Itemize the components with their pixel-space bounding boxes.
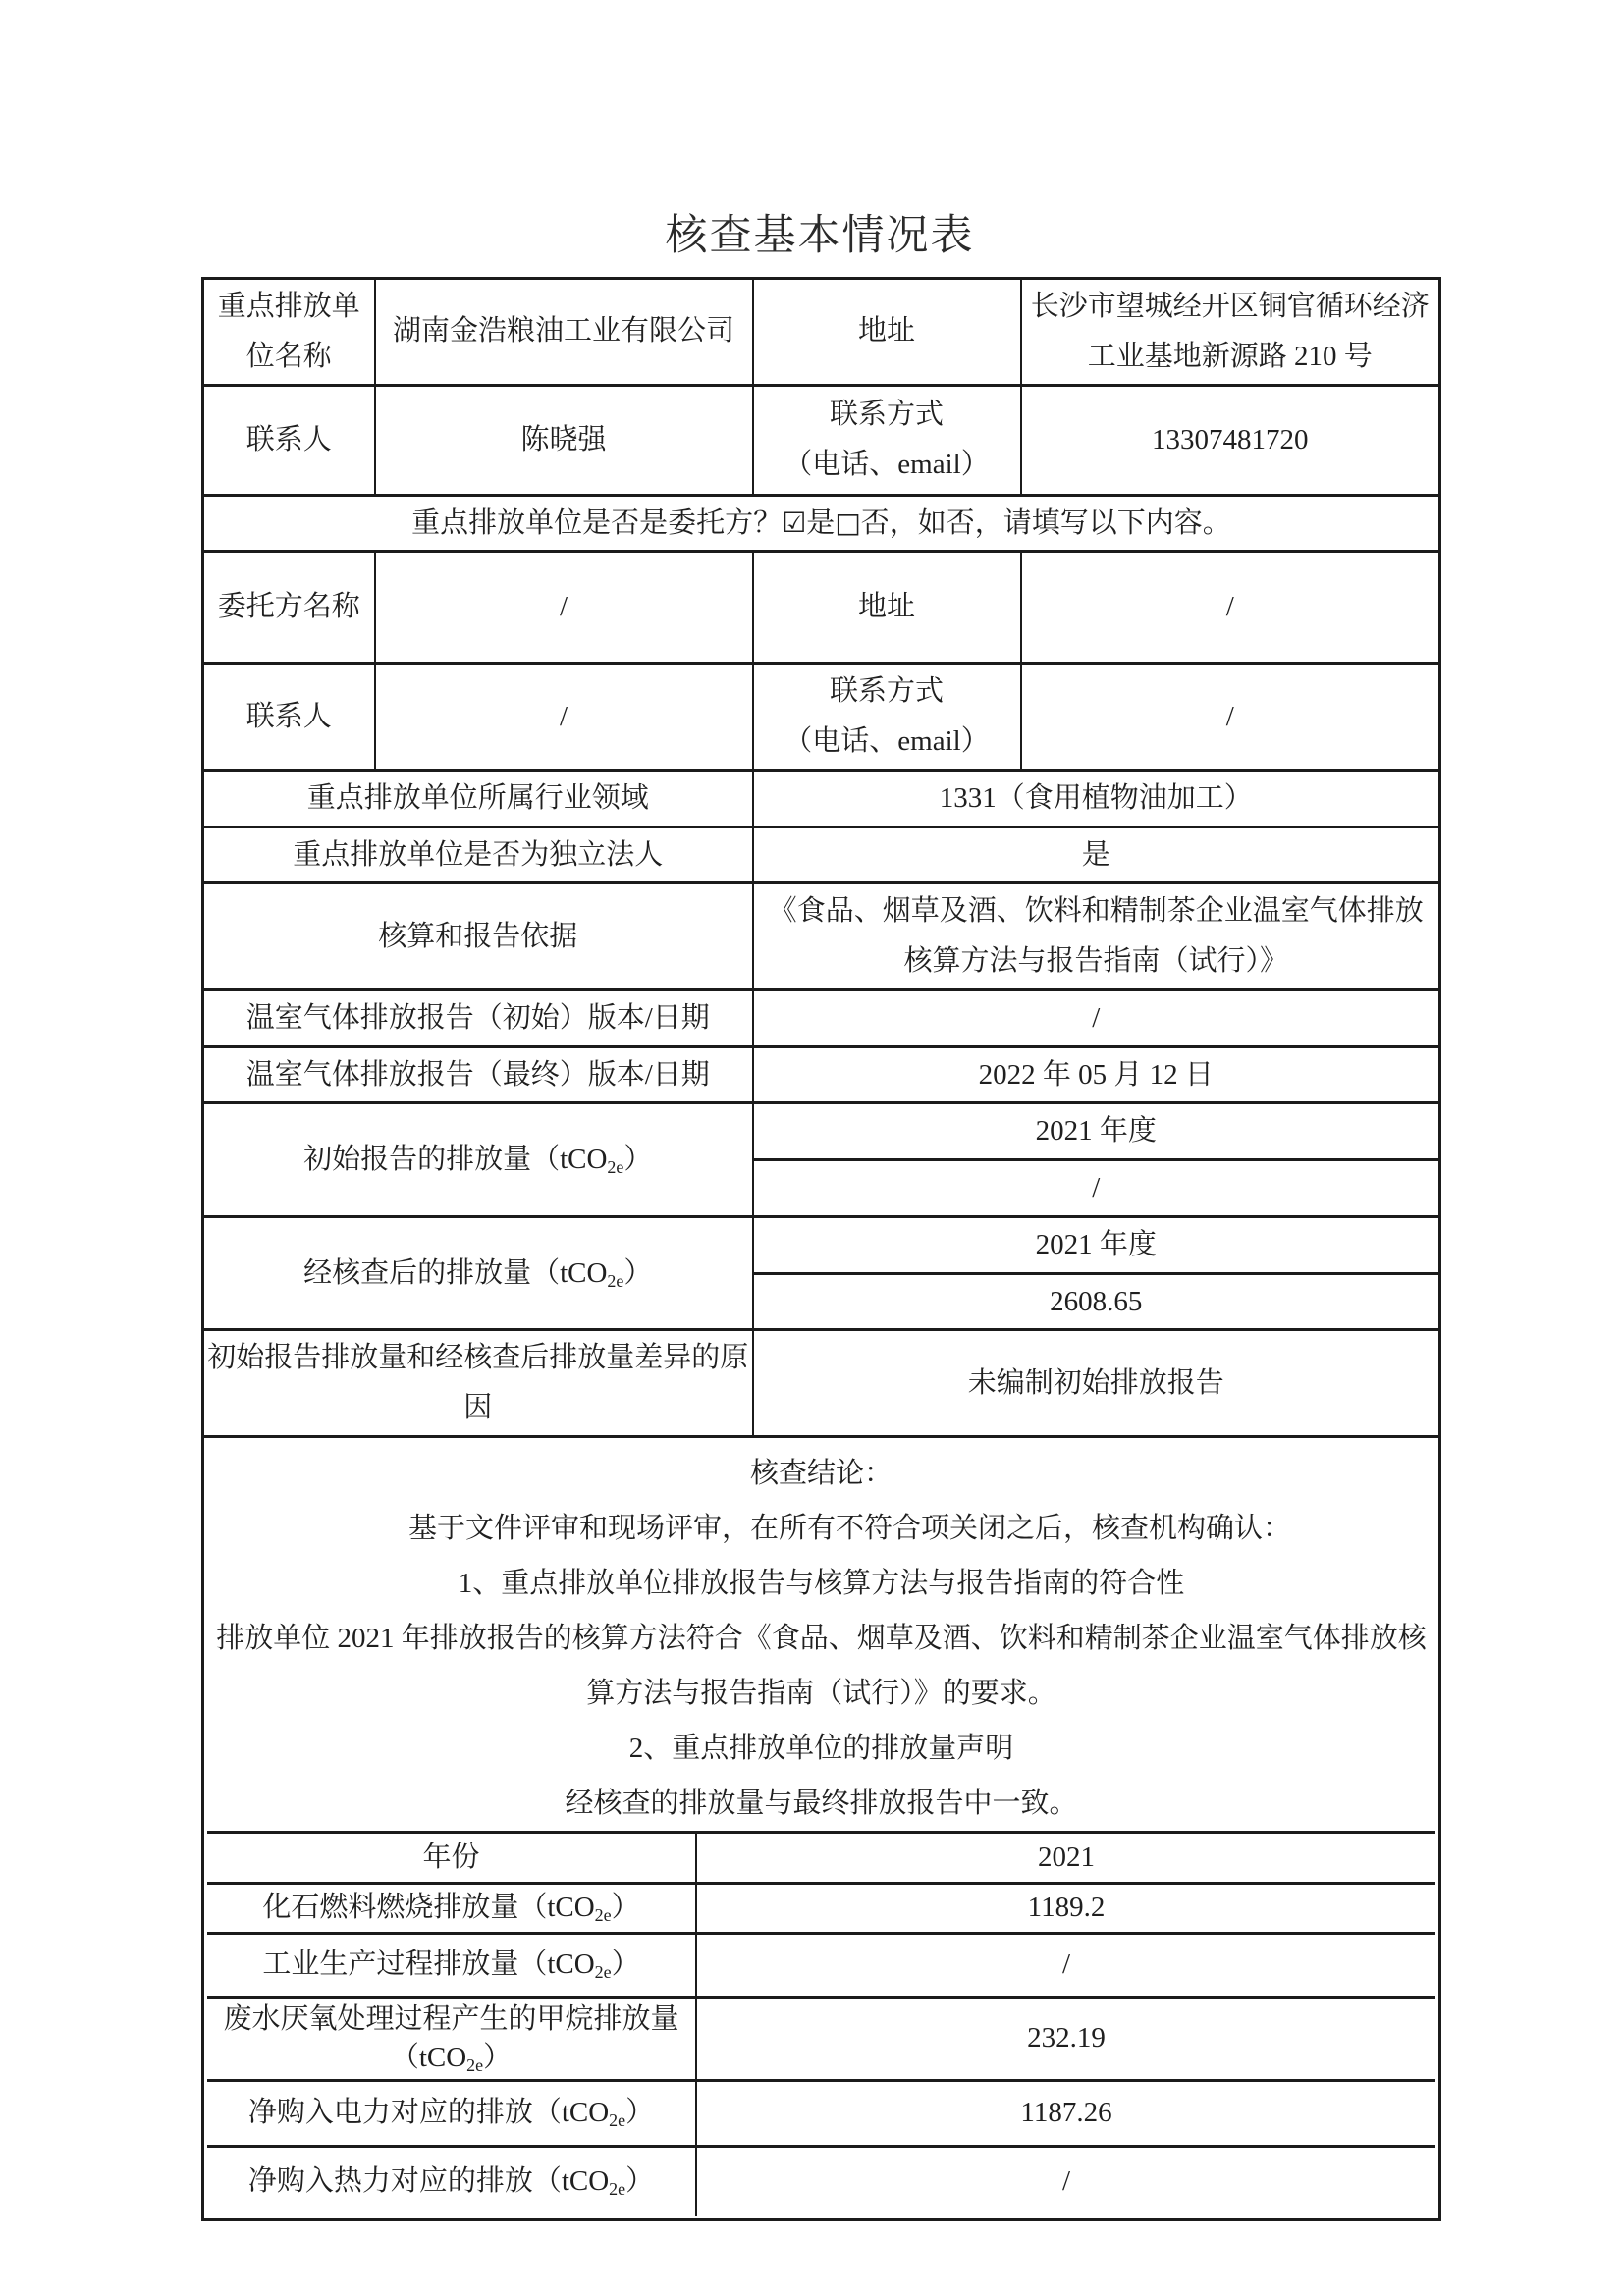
method-label-line1: 联系方式 [829, 675, 944, 708]
report-initial-value: / [753, 989, 1440, 1046]
table-row [203, 385, 1440, 495]
purchased-electricity-label-text: 净购入电力对应的排放（tCO [247, 2097, 610, 2129]
delegate-question-suffix: ，如否，请填写以下内容。 [889, 507, 1231, 539]
purchased-heat-label [207, 2147, 696, 2216]
fossil-fuel-value: 1189.2 [696, 1883, 1435, 1933]
fossil-fuel-label-text: 化石燃料燃烧排放量（tCO [262, 1892, 595, 1924]
report-final-value: 2022 年 05 月 12 日 [753, 1046, 1440, 1103]
purchased-heat-label-text: 净购入热力对应的排放（tCO [247, 2165, 610, 2198]
wastewater-methane-label-close: ） [483, 2041, 513, 2073]
industrial-process-label-sub: 2e [594, 1962, 612, 1983]
fossil-fuel-label-sub: 2e [594, 1905, 612, 1926]
table-row [207, 2081, 1435, 2147]
checkbox-checked-icon: ☑ [782, 506, 807, 539]
difference-label: 初始报告排放量和经核查后排放量差异的原因 [203, 1330, 753, 1437]
table-row [207, 1883, 1435, 1933]
initial-emission-label [203, 1103, 753, 1217]
purchased-heat-label-sub: 2e [609, 2179, 626, 2200]
difference-value: 未编制初始排放报告 [753, 1330, 1440, 1437]
industrial-process-label-close: ） [611, 1949, 640, 1981]
info-table [201, 277, 1441, 2221]
fossil-fuel-label-close: ） [611, 1892, 640, 1924]
table-row [203, 989, 1440, 1046]
delegate-name-value: / [375, 552, 753, 664]
unit-name-label: 重点排放单位名称 [203, 279, 375, 386]
table-row [203, 1216, 1440, 1273]
legal-person-label: 重点排放单位是否为独立法人 [203, 827, 753, 883]
purchased-heat-value: / [696, 2147, 1435, 2216]
unit-contact-label: 联系人 [203, 385, 375, 495]
industrial-process-label-text: 工业生产过程排放量（tCO [262, 1949, 595, 1981]
unit-name-value: 湖南金浩粮油工业有限公司 [375, 279, 753, 386]
verified-emission-value: 2608.65 [753, 1273, 1440, 1330]
conclusion-item1-title: 1、重点排放单位排放报告与核算方法与报告指南的符合性 [458, 1567, 1185, 1599]
method-label-line2: （电话、email） [784, 449, 990, 480]
delegate-method-value: / [1021, 664, 1440, 771]
table-row [207, 2147, 1435, 2216]
unit-phone-value: 13307481720 [1021, 385, 1440, 495]
basis-value-line2: 核算方法与报告指南（试行）》 [903, 945, 1288, 977]
table-row [203, 1436, 1440, 2219]
unit-address-value: 长沙市望城经开区铜官循环经济工业基地新源路 210 号 [1021, 279, 1440, 386]
table-row [203, 770, 1440, 827]
unit-method-label [753, 385, 1021, 495]
table-row [203, 827, 1440, 883]
delegate-question-cell [203, 495, 1440, 552]
initial-emission-value: / [753, 1160, 1440, 1217]
initial-emission-year: 2021 年度 [753, 1103, 1440, 1160]
initial-emission-label-sub: 2e [607, 1157, 624, 1178]
table-row [203, 1103, 1440, 1160]
report-initial-label: 温室气体排放报告（初始）版本/日期 [203, 989, 753, 1046]
industry-value: 1331（食用植物油加工） [753, 770, 1440, 827]
basis-value [753, 883, 1440, 990]
legal-person-value: 是 [753, 827, 1440, 883]
conclusion-para1: 基于文件评审和现场评审，在所有不符合项关闭之后，核查机构确认： [407, 1512, 1291, 1544]
table-row [203, 1330, 1440, 1437]
table-row [203, 1046, 1440, 1103]
wastewater-methane-label-sub: 2e [466, 2055, 484, 2075]
purchased-heat-label-close: ） [625, 2165, 655, 2198]
delegate-contact-label: 联系人 [203, 664, 375, 771]
delegate-question-text: 重点排放单位是否是委托方？ [411, 507, 783, 539]
purchased-electricity-label-close: ） [625, 2097, 655, 2129]
checkbox-unchecked-icon: □ [835, 506, 861, 539]
table-row [207, 1832, 1435, 1883]
industrial-process-value: / [696, 1933, 1435, 1997]
basis-label: 核算和报告依据 [203, 883, 753, 990]
conclusion-item2-body: 经核查的排放量与最终排放报告中一致。 [565, 1787, 1078, 1819]
unit-address-label: 地址 [753, 279, 1021, 386]
table-row [203, 279, 1440, 386]
table-row [203, 552, 1440, 664]
page-title: 核查基本情况表 [665, 213, 975, 259]
conclusion-heading: 核查结论： [749, 1457, 893, 1489]
unit-contact-value: 陈晓强 [375, 385, 753, 495]
emission-summary-table [207, 1831, 1435, 2216]
table-row [203, 664, 1440, 771]
delegate-contact-value: / [375, 664, 753, 771]
wastewater-methane-label-line1: 废水厌氧处理过程产生的甲烷排放量 [223, 2002, 679, 2035]
verified-emission-year: 2021 年度 [753, 1216, 1440, 1273]
conclusion-item2-title: 2、重点排放单位的排放量声明 [628, 1732, 1014, 1764]
verified-emission-label-sub: 2e [607, 1270, 624, 1291]
verified-emission-label [203, 1216, 753, 1330]
industry-label: 重点排放单位所属行业领域 [203, 770, 753, 827]
wastewater-methane-label-line2 [210, 2039, 692, 2077]
industrial-process-label [207, 1933, 696, 1997]
conclusion-cell [203, 1436, 1440, 2219]
report-final-label: 温室气体排放报告（最终）版本/日期 [203, 1046, 753, 1103]
conclusion-text [207, 1440, 1435, 1831]
verified-emission-label-text: 经核查后的排放量（tCO [303, 1256, 608, 1289]
delegate-address-label: 地址 [753, 552, 1021, 664]
delegate-name-label: 委托方名称 [203, 552, 375, 664]
table-row [203, 495, 1440, 552]
purchased-electricity-label-sub: 2e [609, 2110, 626, 2131]
wastewater-methane-value: 232.19 [696, 1997, 1435, 2080]
initial-emission-label-text: 初始报告的排放量（tCO [303, 1144, 608, 1176]
table-row [203, 883, 1440, 990]
wastewater-methane-label [207, 1997, 696, 2080]
wastewater-methane-label-text: （tCO [390, 2041, 467, 2073]
method-label-line1: 联系方式 [829, 399, 944, 431]
verified-emission-label-close: ） [623, 1256, 653, 1289]
year-label: 年份 [207, 1832, 696, 1883]
delegate-yes-label: 是 [806, 507, 836, 539]
purchased-electricity-label [207, 2081, 696, 2147]
delegate-method-label [753, 664, 1021, 771]
delegate-address-value: / [1021, 552, 1440, 664]
table-row [207, 1933, 1435, 1997]
delegate-no-label: 否 [860, 507, 890, 539]
initial-emission-label-close: ） [623, 1144, 653, 1176]
basis-value-line1: 《食品、烟草及酒、饮料和精制茶企业温室气体排放 [768, 895, 1424, 928]
conclusion-item1-body: 排放单位 2021 年排放报告的核算方法符合《食品、烟草及酒、饮料和精制茶企业温室气体排放核算方法与报告指南（试行）》的要求。 [216, 1622, 1427, 1709]
table-row [207, 1997, 1435, 2080]
purchased-electricity-value: 1187.26 [696, 2081, 1435, 2147]
year-value: 2021 [696, 1832, 1435, 1883]
method-label-line2: （电话、email） [784, 725, 990, 757]
fossil-fuel-label [207, 1883, 696, 1933]
